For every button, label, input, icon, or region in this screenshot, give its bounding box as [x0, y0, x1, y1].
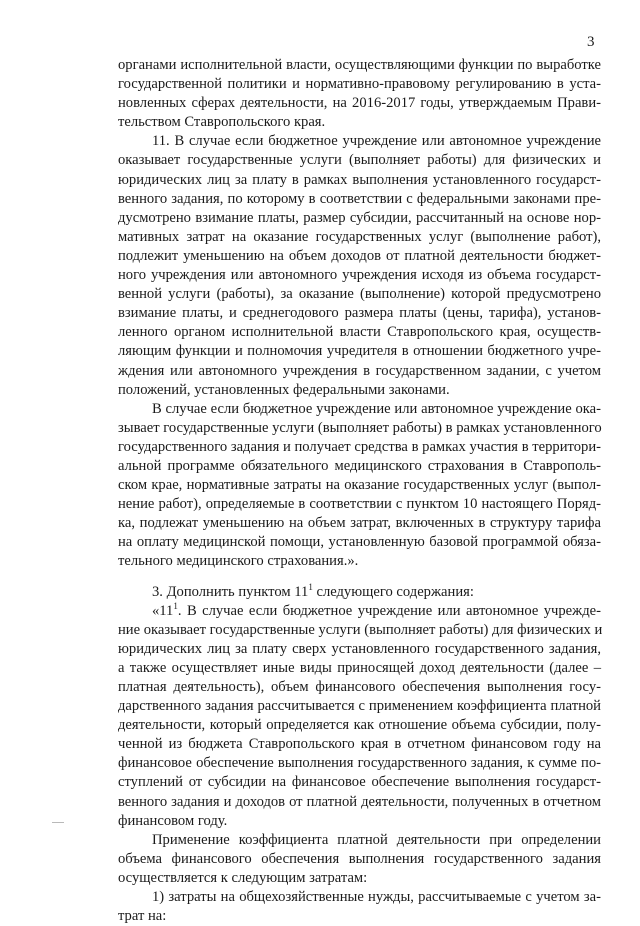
- clause-number: «11: [152, 602, 174, 619]
- text-line: В случае если бюджетное учреждение или автономное учреждение ока-: [152, 400, 601, 417]
- text-line: ждения или автономного учреждения в государственном задании, с учетом: [118, 362, 601, 379]
- paragraph-clause-11-second: [118, 400, 601, 572]
- paragraph-clause-11-1: [118, 602, 601, 831]
- text-line: финансовое обеспечение выполнения государственного задания, к сумме по-: [118, 755, 601, 772]
- text-line: подлежит уменьшению на объем доходов от платной деятельности бюджет-: [118, 247, 601, 264]
- item-3-text-end: следующего содержания:: [312, 583, 474, 600]
- text-line: 11. В случае если бюджетное учреждение или автономное учреждение: [152, 133, 601, 150]
- text-line: ного учреждения или автономного учреждения исходя из объема государст-: [118, 267, 601, 284]
- text-line: дусмотрено взимание платы, размер субсидии, рассчитанный на основе нор-: [118, 209, 601, 226]
- paragraph-item-3: [118, 583, 601, 602]
- text-line: трат на:: [118, 908, 167, 925]
- text-line: объема финансового обеспечения выполнения государственного задания: [118, 850, 601, 867]
- text-line: оказывает государственные услуги (выполняет работы) для физических и: [118, 152, 601, 169]
- text-line: юридических лиц за плату в рамках выполнения установленного государст-: [118, 171, 601, 188]
- text-line: взимание платы, и среднегодового размера платы (цены, тарифа), установ-: [118, 305, 601, 322]
- text-line: положений, установленных федеральными законами.: [118, 381, 450, 398]
- page-number: 3: [587, 34, 595, 50]
- text-line: ка, подлежат уменьшению на объем затрат, включенных в структуру тарифа: [118, 515, 601, 532]
- text-line: ском крае, нормативные затраты на оказание государственных услуг (выпол-: [118, 477, 601, 494]
- paragraph-clause-11: [118, 132, 601, 399]
- superscript: 1: [308, 581, 313, 592]
- text-line: венного задания, по которому в соответствии с федеральными законами пре-: [118, 190, 601, 207]
- text-line: Применение коэффициента платной деятельности при определении: [152, 831, 601, 848]
- text-line: а также осуществляет иные виды приносящей доход деятельности (далее –: [118, 659, 601, 676]
- text-line: 1) затраты на общехозяйственные нужды, рассчитываемые с учетом за-: [152, 889, 601, 906]
- text-line: тельного медицинского страхования.».: [118, 553, 359, 570]
- text-line: государственной политики и нормативно-правовому регулированию в уста-: [118, 76, 601, 93]
- text-line: финансовом году.: [118, 812, 228, 829]
- text-line: государственного задания и получает средства в рамках участия в территори-: [118, 438, 601, 455]
- text-line: ченной из бюджета Ставропольского края в отчетном финансовом году на: [118, 736, 601, 753]
- text-line: на оплату медицинской помощи, установленную базовой программой обяза-: [118, 534, 601, 551]
- paragraph-continuation: [118, 56, 601, 132]
- text-line: [118, 602, 601, 621]
- text-line: ленного органом исполнительной власти Ставропольского края, осуществ-: [118, 324, 601, 341]
- text-line: органами исполнительной власти, осуществляющими функции по выработке: [118, 57, 601, 73]
- text-line: альной программе обязательного медицинского страхования в Ставрополь-: [118, 457, 601, 474]
- paragraph-coefficient-application: [118, 831, 601, 888]
- item-3-text-start: 3. Дополнить пунктом 11: [152, 583, 309, 600]
- text-line: осуществляется к следующим затратам:: [118, 869, 368, 886]
- scan-mark: [52, 822, 64, 823]
- text-line: деятельности, который определяется как отношение объема субсидии, полу-: [118, 717, 601, 734]
- paragraph-gap: [118, 572, 601, 583]
- text-line: нение работ), определяемые в соответствии с пунктом 10 настоящего Поряд-: [118, 496, 601, 513]
- text-line: мативных затрат на оказание государственных услуг (выполнение работ),: [118, 228, 601, 245]
- superscript: 1: [173, 600, 178, 611]
- text-line: дарственного задания рассчитывается с применением коэффициента платной: [118, 698, 601, 715]
- text-line: ние оказывает государственные услуги (выполняет работы) для физических и: [118, 621, 603, 638]
- text-line: платная деятельность), объем финансового обеспечения выполнения госу-: [118, 679, 601, 695]
- clause-text-start: . В случае если бюджетное учреждение или автономное учрежде-: [177, 602, 601, 619]
- text-line: зывает государственные услуги (выполняет работы) в рамках установленного: [118, 419, 602, 436]
- text-line: ступлений от субсидии на финансовое обеспечение выполнения государст-: [118, 774, 601, 791]
- text-line: венной услуги (работы), за оказание (выполнение) которой предусмотрено: [118, 286, 601, 303]
- text-line: юридических лиц за плату сверх установленного государственного задания,: [118, 640, 601, 657]
- text-line: тельством Ставропольского края.: [118, 114, 326, 131]
- text-line: ляющим функции и полномочия учредителя в отношении бюджетного учре-: [118, 343, 601, 360]
- text-line: венного задания и доходов от платной деятельности, полученных в отчетном: [118, 793, 601, 810]
- paragraph-list-item-1: [118, 888, 601, 926]
- text-line: [118, 583, 601, 602]
- document-body: [118, 56, 601, 926]
- text-line: новленных сферах деятельности, на 2016-2017 годы, утверждаемым Прави-: [118, 95, 601, 112]
